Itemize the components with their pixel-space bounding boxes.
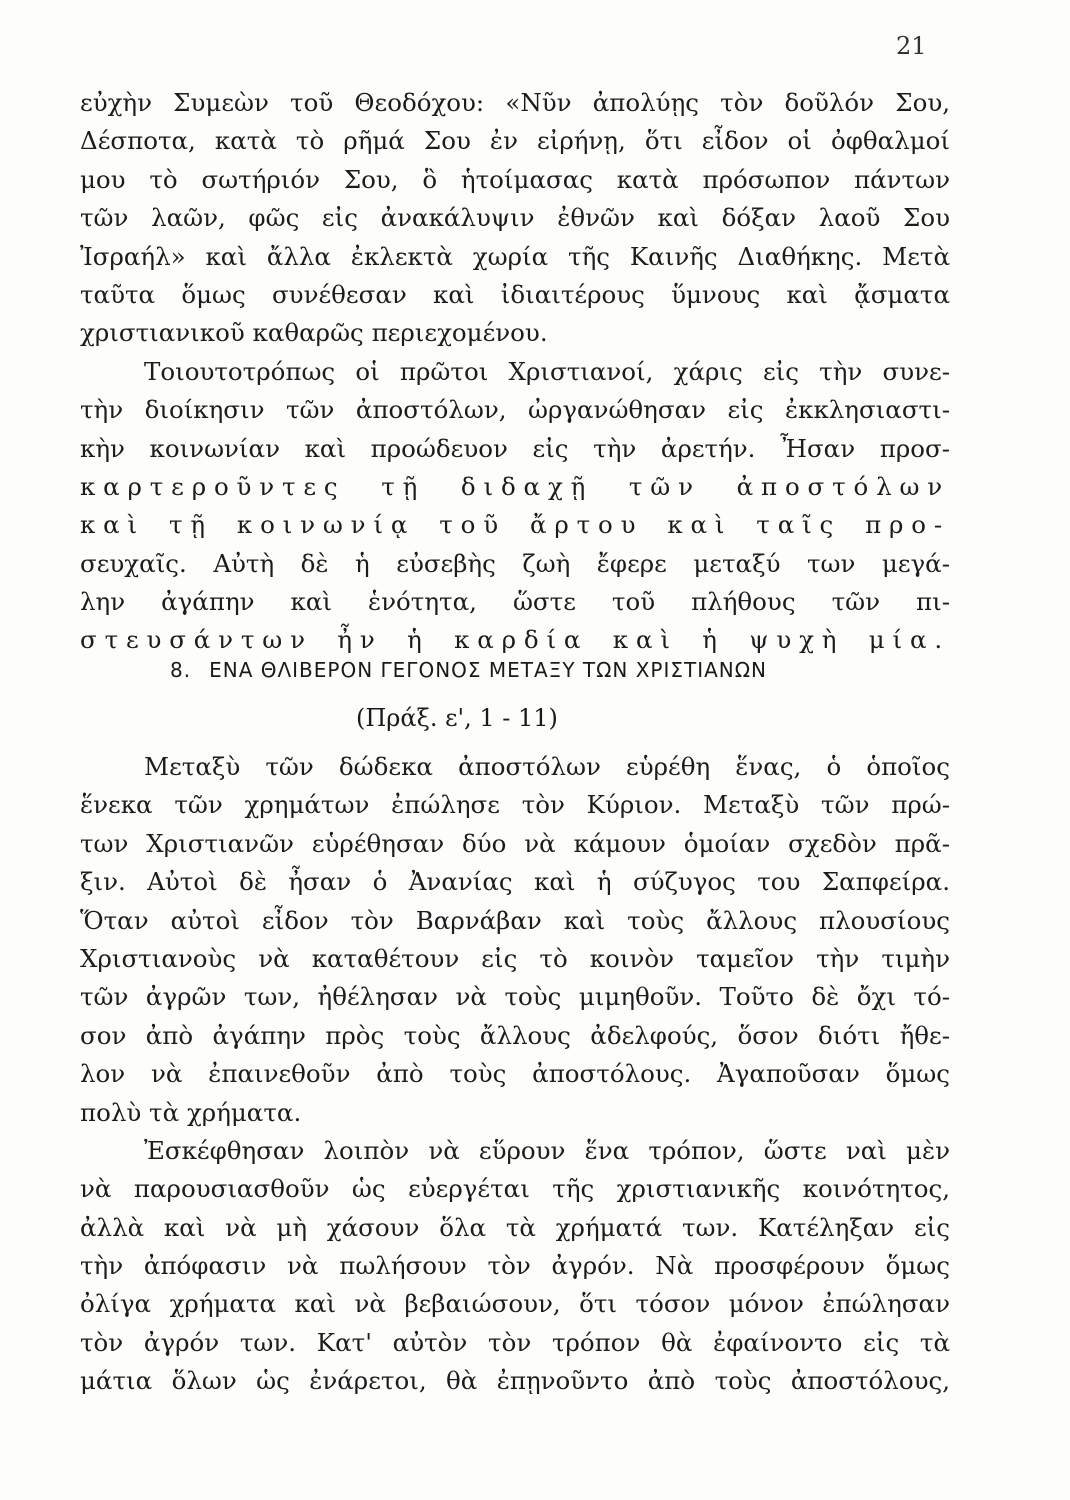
- paragraph-line: Ἰσραήλ» καὶ ἄλλα ἐκλεκτὰ χωρία τῆς Καινῆς Διαθήκης. Μετὰ: [80, 241, 950, 271]
- paragraph-line: ξιν. Αὐτοὶ δὲ ἦσαν ὁ Ἀνανίας καὶ ἡ σύζυγος του Σαπφείρα.: [80, 867, 950, 897]
- section-title: ΕΝΑ ΘΛΙΒΕΡΟΝ ΓΕΓΟΝΟΣ ΜΕΤΑΞΥ ΤΩΝ ΧΡΙΣΤΙΑΝΩΝ: [209, 658, 768, 682]
- paragraph-3: [80, 748, 950, 1132]
- paragraph-line: σευχαῖς. Αὐτὴ δὲ ἡ εὐσεβὴς ζωὴ ἔφερε μεταξύ των μεγά-: [80, 548, 950, 578]
- paragraph-line: τὴν ἀπόφασιν νὰ πωλήσουν τὸν ἀγρόν. Νὰ προσφέρουν ὅμως: [80, 1251, 950, 1281]
- paragraph-line: λην ἀγάπην καὶ ἑνότητα, ὥστε τοῦ πλήθους τῶν πι-: [80, 587, 950, 617]
- lower-text-block: [80, 748, 950, 1401]
- paragraph-line: καὶ τῇ κοινωνίᾳ τοῦ ἄρτου καὶ ταῖς προ-: [80, 510, 950, 540]
- paragraph-line: ἕνεκα τῶν χρημάτων ἐπώλησε τὸν Κύριον. Μεταξὺ τῶν πρώ-: [80, 790, 950, 820]
- page-number: 21: [896, 32, 927, 60]
- paragraph-line: Ὅταν αὐτοὶ εἶδον τὸν Βαρνάβαν καὶ τοὺς ἄλλους πλουσίους: [80, 905, 950, 935]
- paragraph-line: λον νὰ ἐπαινεθοῦν ἀπὸ τοὺς ἀποστόλους. Ἀγαποῦσαν ὅμως: [80, 1059, 950, 1089]
- paragraph-line: σον ἀπὸ ἀγάπην πρὸς τοὺς ἄλλους ἀδελφούς, ὅσον διότι ἤθε-: [80, 1020, 950, 1050]
- paragraph-line: Ἐσκέφθησαν λοιπὸν νὰ εὕρουν ἕνα τρόπον, ὥστε ναὶ μὲν: [144, 1135, 950, 1165]
- paragraph-line: στευσάντων ἦν ἡ καρδία καὶ ἡ ψυχὴ μία.: [80, 625, 950, 655]
- paragraph-line: τῶν λαῶν, φῶς εἰς ἀνακάλυψιν ἐθνῶν καὶ δόξαν λαοῦ Σου: [80, 203, 950, 233]
- paragraph-line: πολὺ τὰ χρήματα.: [80, 1097, 302, 1127]
- paragraph-line: μου τὸ σωτήριόν Σου, ὃ ἡτοίμασας κατὰ πρόσωπον πάντων: [80, 164, 950, 194]
- paragraph-line: των Χριστιανῶν εὑρέθησαν δύο νὰ κάμουν ὁμοίαν σχεδὸν πρᾶ-: [80, 828, 950, 858]
- paragraph-line: τὴν διοίκησιν τῶν ἀποστόλων, ὠργανώθησαν εἰς ἐκκλησιαστι-: [80, 395, 950, 425]
- section-heading: [170, 658, 870, 682]
- paragraph-line: Μεταξὺ τῶν δώδεκα ἀποστόλων εὑρέθη ἕνας, ὁ ὁποῖος: [144, 752, 950, 781]
- paragraph-4: [80, 1132, 950, 1401]
- paragraph-line: Τοιουτοτρόπως οἱ πρῶτοι Χριστιανοί, χάρις εἰς τὴν συνε-: [144, 356, 950, 386]
- section-number: 8.: [170, 658, 192, 682]
- paragraph-line: μάτια ὅλων ὡς ἐνάρετοι, θὰ ἐπῃνοῦντο ἀπὸ τοὺς ἀποστόλους,: [80, 1366, 950, 1396]
- paragraph-line: Χριστιανοὺς νὰ καταθέτουν εἰς τὸ κοινὸν ταμεῖον τὴν τιμὴν: [80, 943, 950, 973]
- scripture-reference: (Πράξ. ε', 1 - 11): [356, 704, 558, 732]
- paragraph-line: νὰ παρουσιασθοῦν ὡς εὐεργέται τῆς χριστιανικῆς κοινότητος,: [80, 1174, 950, 1204]
- paragraph-1: [80, 84, 950, 353]
- paragraph-line: Δέσποτα, κατὰ τὸ ρῆμά Σου ἐν εἰρήνῃ, ὅτι εἶδον οἱ ὀφθαλμοί: [80, 126, 950, 156]
- paragraph-line: ὀλίγα χρήματα καὶ νὰ βεβαιώσουν, ὅτι τόσον μόνον ἐπώλησαν: [80, 1289, 950, 1319]
- upper-text-block: [80, 84, 950, 660]
- paragraph-line: χριστιανικοῦ καθαρῶς περιεχομένου.: [80, 318, 548, 348]
- paragraph-line: κὴν κοινωνίαν καὶ προώδευον εἰς τὴν ἀρετήν. Ἦσαν προσ-: [80, 433, 950, 463]
- paragraph-line: τῶν ἀγρῶν των, ἠθέλησαν νὰ τοὺς μιμηθοῦν. Τοῦτο δὲ ὄχι τό-: [80, 982, 950, 1012]
- paragraph-line: εὐχὴν Συμεὼν τοῦ Θεοδόχου: «Νῦν ἀπολύῃς τὸν δοῦλόν Σου,: [80, 88, 950, 117]
- paragraph-line: καρτεροῦντες τῇ διδαχῇ τῶν ἀποστόλων: [80, 471, 950, 501]
- paragraph-line: ἀλλὰ καὶ νὰ μὴ χάσουν ὅλα τὰ χρήματά των. Κατέληξαν εἰς: [80, 1212, 950, 1242]
- paragraph-line: τὸν ἀγρόν των. Κατ' αὐτὸν τὸν τρόπον θὰ ἐφαίνοντο εἰς τὰ: [80, 1327, 950, 1357]
- paragraph-line: ταῦτα ὅμως συνέθεσαν καὶ ἰδιαιτέρους ὕμνους καὶ ᾄσματα: [80, 279, 950, 309]
- paragraph-2: [80, 353, 950, 660]
